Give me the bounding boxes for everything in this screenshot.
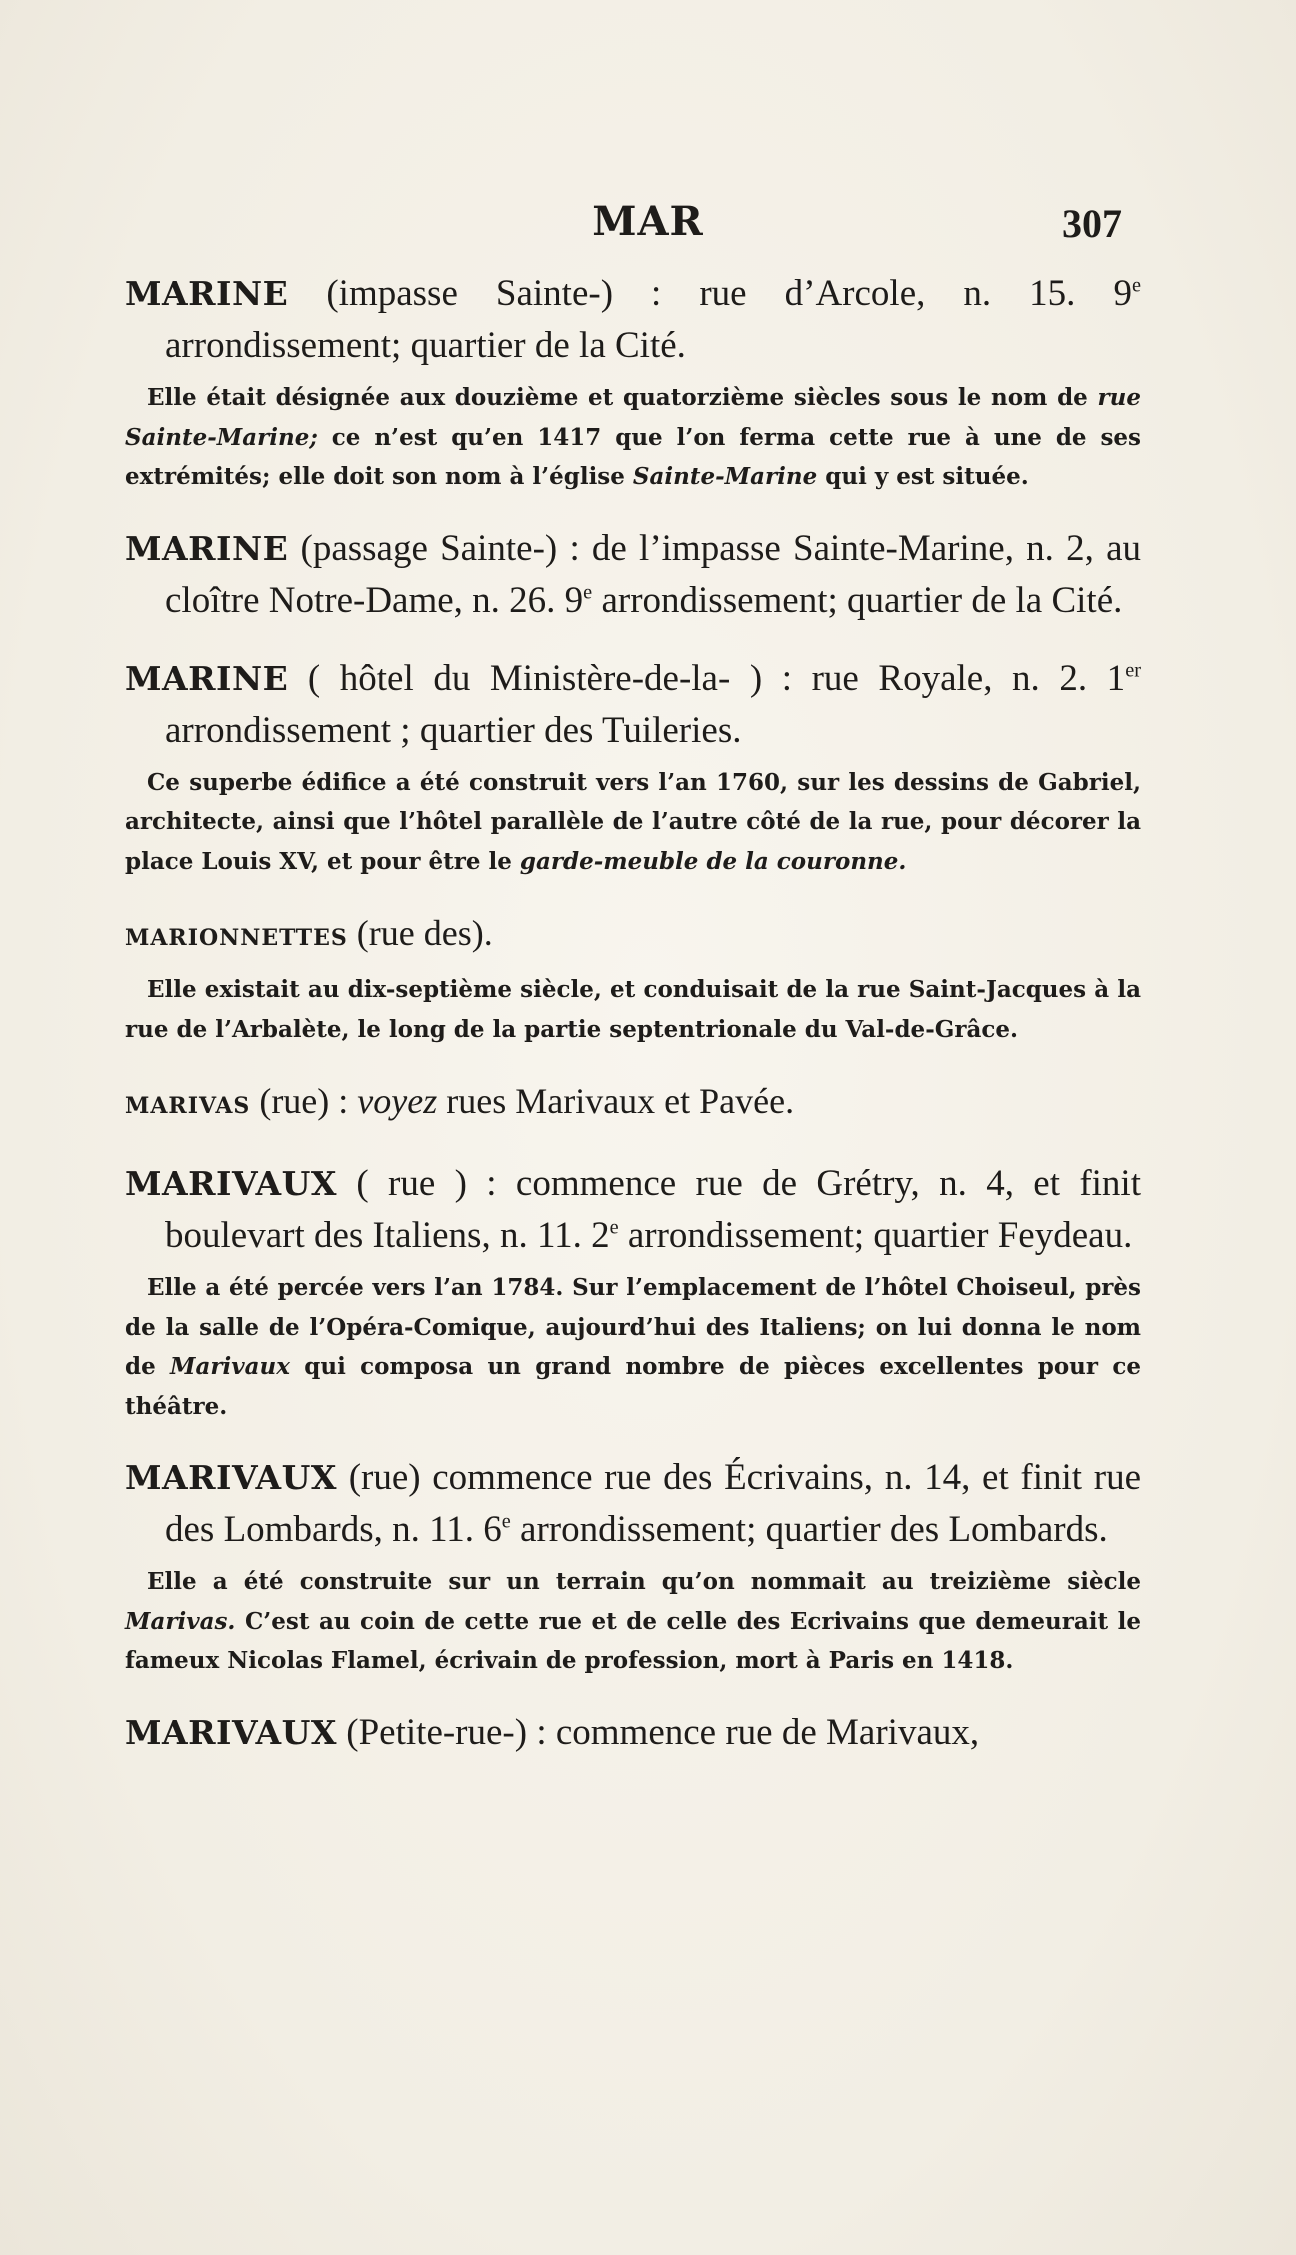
headword: MARIVAS xyxy=(125,1093,251,1119)
entry xyxy=(125,1075,1141,1132)
entry-note: Ce superbe édifice a été construit vers l’an 1760, sur les dessins de Gabriel, architecte, ainsi que l’hôtel parallèle de l’autre côté de la rue, pour décorer la place Louis XV, et pour être le garde-meuble de la couronne. xyxy=(125,768,1141,875)
entry-note: Elle existait au dix-septième siècle, et conduisait de la rue Saint-Jacques à la rue de l’Arbalète, le long de la partie septentrionale du Val-de-Grâce. xyxy=(125,976,1141,1043)
headword: MARIONNETTES xyxy=(125,925,348,951)
headword: MARINE xyxy=(125,658,289,698)
entry-note: Elle a été construite sur un terrain qu’on nommait au treizième siècle Marivas. C’est au coin de cette rue et de celle des Ecrivains que demeurait le fameux Nicolas Flamel, écrivain de profession, mort à Paris en 1418. xyxy=(125,1568,1141,1674)
headword: MARIVAUX xyxy=(125,1458,338,1497)
entry-head: MARIVAUX (rue) commence rue des Écrivains, n. 14, et finit rue des Lombards, n. 11. 6e arrondissement; quartier des Lombards. xyxy=(125,1457,1141,1550)
entry xyxy=(125,1158,1141,1426)
headword: MARIVAUX xyxy=(125,1712,338,1752)
entry-head: MARINE (passage Sainte-) : de l’impasse Sainte-Marine, n. 2, au cloître Notre-Dame, n. 26. 9e arrondissement; quartier de la Cité. xyxy=(125,527,1141,621)
entry xyxy=(125,653,1141,882)
running-head: MAR xyxy=(592,198,704,245)
entry-head: MARIONNETTES (rue des). xyxy=(125,913,493,953)
entry-head: MARIVAUX (Petite-rue-) : commence rue de Marivaux, xyxy=(125,1711,980,1753)
entry-head: MARIVAS (rue) : voyez rues Marivaux et Pavée. xyxy=(125,1081,795,1121)
headword: MARINE xyxy=(125,528,289,568)
entry xyxy=(125,523,1141,627)
entries xyxy=(125,268,1141,1785)
page-number: 307 xyxy=(1062,201,1122,246)
entry-note: Elle était désignée aux douzième et quatorzième siècles sous le nom de rue Sainte-Marine; ce n’est qu’en 1417 que l’on ferma cette rue à une de ses extrémités; elle doit son nom à l’église Sainte-Marine qui y est située. xyxy=(125,384,1141,490)
headword: MARIVAUX xyxy=(125,1164,338,1203)
entry-head: MARIVAUX ( rue ) : commence rue de Grétry, n. 4, et finit boulevart des Italiens, n. 11. 2e arrondissement; quartier Feydeau. xyxy=(125,1163,1141,1256)
entry-head: MARINE (impasse Sainte-) : rue d’Arcole, n. 15. 9e arrondissement; quartier de la Cité. xyxy=(125,273,1141,366)
entry-note: Elle a été percée vers l’an 1784. Sur l’emplacement de l’hôtel Choiseul, près de la salle de l’Opéra-Comique, aujourd’hui des Italiens; on lui donna le nom de Marivaux qui composa un grand nombre de pièces excellentes pour ce théâtre. xyxy=(125,1274,1141,1420)
entry xyxy=(125,268,1141,497)
entry-head: MARINE ( hôtel du Ministère-de-la- ) : rue Royale, n. 2. 1er arrondissement ; quartier des Tuileries. xyxy=(125,657,1141,751)
page-header xyxy=(0,198,1296,258)
entry xyxy=(125,1452,1141,1681)
entry xyxy=(125,1707,1141,1759)
headword: MARINE xyxy=(125,274,289,313)
entry xyxy=(125,907,1141,1049)
